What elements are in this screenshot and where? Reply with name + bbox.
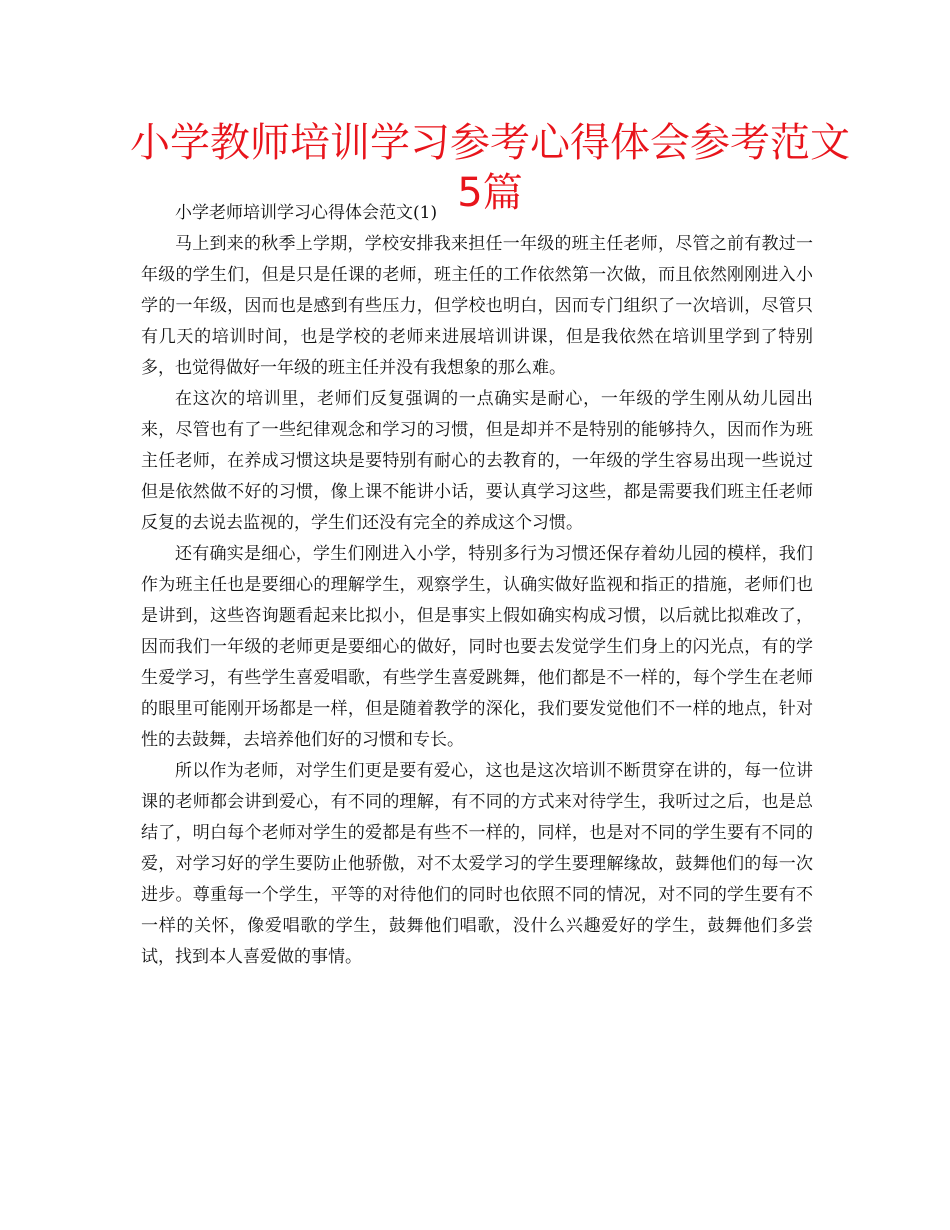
paragraph-1: 马上到来的秋季上学期，学校安排我来担任一年级的班主任老师，尽管之前有教过一年级的学生们，但是只是任课的老师，班主任的工作依然第一次做，而且依然刚刚进入小学的一年级，因而也是感到有些压力，但学校也明白，因而专门组织了一次培训，尽管只有几天的培训时间，也是学校的老师来进展培训讲课，但是我依然在培训里学到了特别多，也觉得做好一年级的班主任并没有我想象的那么难。 — [141, 234, 813, 378]
paragraph-2: 在这次的培训里，老师们反复强调的一点确实是耐心，一年级的学生刚从幼儿园出来，尽管也有了一些纪律观念和学习的习惯，但是却并不是特别的能够持久，因而作为班主任老师，在养成习惯这块是要特别有耐心的去教育的，一年级的学生容易出现一些说过但是依然做不好的习惯，像上课不能讲小话，要认真学习这些，都是需要我们班主任老师反复的去说去监视的，学生们还没有完全的养成这个习惯。 — [141, 389, 813, 533]
paragraph-4: 所以作为老师，对学生们更是要有爱心，这也是这次培训不断贯穿在讲的，每一位讲课的老师都会讲到爱心，有不同的理解，有不同的方式来对待学生，我听过之后，也是总结了，明白每个老师对学生的爱都是有些不一样的，同样，也是对不同的学生要有不同的爱，对学习好的学生要防止他骄傲，对不太爱学习的学生要理解缘故，鼓舞他们的每一次进步。尊重每一个学生，平等的对待他们的同时也依照不同的情况，对不同的学生要有不一样的关怀，像爱唱歌的学生，鼓舞他们唱歌，没什么兴趣爱好的学生，鼓舞他们多尝试，找到本人喜爱做的事情。 — [141, 761, 813, 967]
document-title: 小学教师培训学习参考心得体会参考范文5篇 — [130, 120, 850, 216]
document-body — [141, 198, 813, 973]
paragraph-3: 还有确实是细心，学生们刚进入小学，特别多行为习惯还保存着幼儿园的模样，我们作为班主任也是要细心的理解学生，观察学生，认确实做好监视和指正的措施，老师们也是讲到，这些咨询题看起来比拟小，但是事实上假如确实构成习惯，以后就比拟难改了，因而我们一年级的老师更是要细心的做好，同时也要去发觉学生们身上的闪光点，有的学生爱学习，有些学生喜爱唱歌，有些学生喜爱跳舞，他们都是不一样的，每个学生在老师的眼里可能刚开场都是一样，但是随着教学的深化，我们要发觉他们不一样的地点，针对性的去鼓舞，去培养他们好的习惯和专长。 — [141, 544, 813, 750]
section-heading: 小学老师培训学习心得体会范文(1) — [175, 203, 438, 223]
